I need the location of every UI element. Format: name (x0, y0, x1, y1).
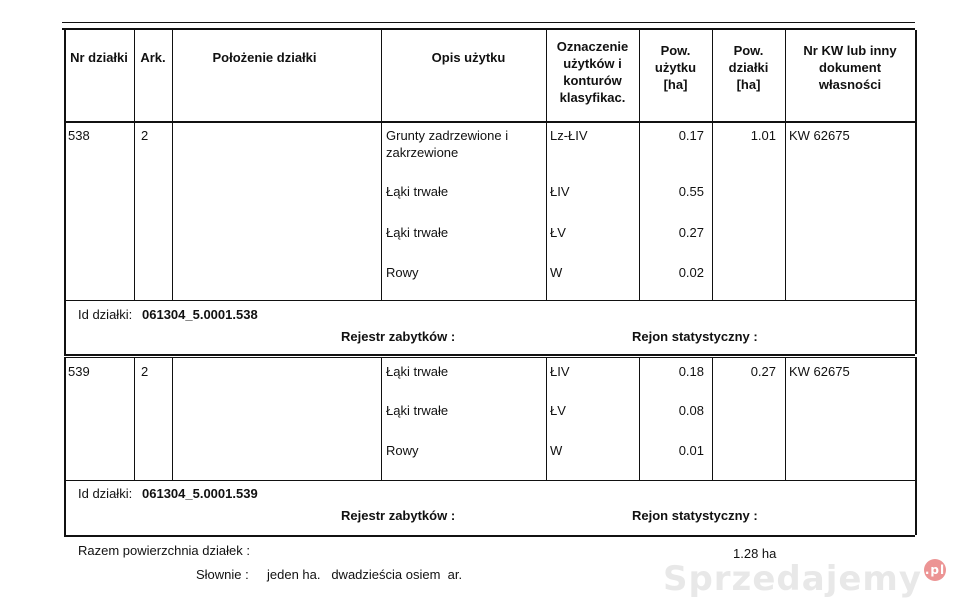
header-pow-uzytku-line: [ha] (663, 77, 688, 92)
body-col-divider (172, 357, 173, 480)
parcel-nr: 539 (68, 364, 90, 379)
use-pow: 0.08 (678, 403, 704, 418)
razem-label: Razem powierzchnia działek : (78, 543, 250, 558)
use-pow: 0.55 (678, 184, 704, 199)
razem-value: 1.28 ha (733, 546, 777, 561)
use-pow: 0.02 (678, 265, 704, 280)
slownie-label: Słownie : (196, 567, 249, 582)
section-bottom-rule (64, 535, 915, 537)
header-bottom-rule (64, 121, 915, 123)
body-col-divider (546, 121, 547, 300)
body-col-divider (172, 121, 173, 300)
use-pow: 0.17 (678, 128, 704, 143)
section-right-rule (915, 300, 917, 354)
body-col-divider (134, 121, 135, 300)
body-col-divider (915, 357, 917, 480)
body-col-divider (712, 121, 713, 300)
watermark-badge: .pl (924, 559, 946, 581)
header-oznaczenie-line: konturów (563, 73, 622, 88)
use-oznaczenie: Lz-ŁIV (550, 128, 588, 143)
body-col-divider (785, 357, 786, 480)
header-polozenie: Położenie działki (212, 50, 317, 65)
id-value: 061304_5.0001.538 (142, 307, 258, 322)
header-pow-dzialki-line: działki (728, 60, 769, 75)
id-label: Id działki: (78, 307, 133, 322)
use-opis: Rowy (386, 443, 419, 458)
use-oznaczenie: ŁIV (550, 364, 570, 379)
use-opis: Grunty zadrzewione i (386, 128, 509, 143)
id-value: 061304_5.0001.539 (142, 486, 258, 501)
header-pow-dzialki-line: [ha] (736, 77, 761, 92)
use-oznaczenie: ŁV (550, 403, 566, 418)
rejon-label: Rejon statystyczny : (632, 508, 758, 523)
use-oznaczenie: ŁIV (550, 184, 570, 199)
header-nr-kw-line: Nr KW lub inny (803, 43, 897, 58)
use-opis: Łąki trwałe (386, 403, 449, 418)
use-oznaczenie: W (550, 265, 563, 280)
header-pow-uzytku-line: Pow. (660, 43, 691, 58)
rejestr-label: Rejestr zabytków : (341, 329, 456, 344)
section-bottom-rule-2 (64, 357, 915, 358)
section-right-rule (915, 480, 917, 535)
body-col-divider (381, 357, 382, 480)
body-col-divider (64, 121, 66, 300)
watermark (663, 559, 946, 599)
id-label: Id działki: (78, 486, 133, 501)
use-opis: zakrzewione (386, 145, 459, 160)
header-col-divider (712, 30, 713, 121)
use-opis: Łąki trwałe (386, 184, 449, 199)
rejestr-label: Rejestr zabytków : (341, 508, 456, 523)
header-col-divider (915, 30, 917, 121)
use-opis: Łąki trwałe (386, 364, 449, 379)
header-opis: Opis użytku (431, 50, 506, 65)
parcel-kw: KW 62675 (789, 128, 850, 143)
header-col-divider (172, 30, 173, 121)
body-col-divider (915, 121, 917, 300)
parcel-pow-dzialki: 0.27 (750, 364, 776, 379)
header-col-divider (381, 30, 382, 121)
parcel-nr: 538 (68, 128, 90, 143)
use-opis: Łąki trwałe (386, 225, 449, 240)
parcel-ark: 2 (141, 364, 149, 379)
top-rule-1 (62, 22, 915, 23)
use-pow: 0.27 (678, 225, 704, 240)
watermark-text: Sprzedajemy (662, 559, 922, 599)
header-col-divider (134, 30, 135, 121)
slownie-value: jeden ha. dwadzieścia osiem ar. (267, 567, 463, 582)
parcel-pow-dzialki: 1.01 (750, 128, 776, 143)
header-nr-kw-line: dokument (818, 60, 882, 75)
header-oznaczenie-line: Oznaczenie (556, 39, 629, 54)
header-col-divider (546, 30, 547, 121)
body-bottom-rule (64, 480, 915, 481)
header-ark: Ark. (140, 50, 166, 65)
use-opis: Rowy (386, 265, 419, 280)
body-col-divider (134, 357, 135, 480)
use-oznaczenie: ŁV (550, 225, 566, 240)
parcel-ark: 2 (141, 128, 149, 143)
use-pow: 0.01 (678, 443, 704, 458)
section-bottom-rule (64, 354, 915, 356)
parcel-kw: KW 62675 (789, 364, 850, 379)
header-oznaczenie-line: użytków i (563, 56, 622, 71)
header-col-divider (64, 30, 66, 121)
header-pow-uzytku-line: użytku (654, 60, 697, 75)
body-bottom-rule (64, 300, 915, 301)
header-pow-dzialki-line: Pow. (733, 43, 764, 58)
rejon-label: Rejon statystyczny : (632, 329, 758, 344)
section-left-rule (64, 300, 66, 354)
header-nr-dzialki: Nr działki (70, 50, 128, 65)
body-col-divider (546, 357, 547, 480)
top-rule-2 (62, 28, 915, 30)
body-col-divider (64, 357, 66, 480)
header-col-divider (785, 30, 786, 121)
header-oznaczenie-line: klasyfikac. (559, 90, 626, 105)
body-col-divider (785, 121, 786, 300)
header-col-divider (639, 30, 640, 121)
section-left-rule (64, 480, 66, 535)
use-oznaczenie: W (550, 443, 563, 458)
use-pow: 0.18 (678, 364, 704, 379)
body-col-divider (381, 121, 382, 300)
header-nr-kw-line: własności (818, 77, 882, 92)
